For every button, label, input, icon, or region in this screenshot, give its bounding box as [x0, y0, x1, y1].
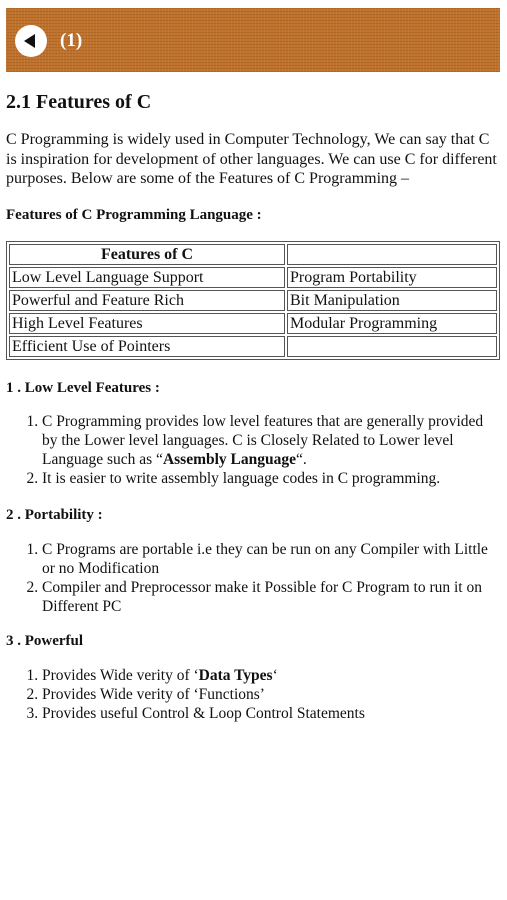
table-header-row [9, 244, 497, 265]
table-cell [287, 336, 497, 357]
table-header-cell [287, 244, 497, 265]
section-list [6, 412, 500, 488]
back-arrow-icon [24, 34, 35, 48]
list-item: 2. Compiler and Preprocessor make it Possible for C Program to run it on Different PC [42, 578, 500, 616]
table-row [9, 336, 497, 357]
table-row [9, 290, 497, 311]
intro-paragraph: C Programming is widely used in Computer Technology, We can say that C is inspiration for development of other languages. We can use C for different purposes. Below are some of the Features of C Programming – [6, 131, 497, 187]
table-header-cell: Features of C [9, 244, 285, 265]
table-cell: Modular Programming [287, 313, 497, 334]
list-item: 2. Provides Wide verity of ‘Functions’ [42, 685, 500, 704]
section-heading: 2 . Portability : [6, 507, 103, 523]
section-list [6, 666, 500, 723]
table-cell: Efficient Use of Pointers [9, 336, 285, 357]
features-heading: Features of C Programming Language : [6, 207, 262, 223]
list-item: 1. C Programs are portable i.e they can be run on any Compiler with Little or no Modification [42, 540, 500, 578]
list-item: 1. C Programming provides low level features that are generally provided by the Lower level languages. C is Closely Related to Lower level Language such as “Assembly Language“. [42, 412, 500, 469]
features-table [6, 241, 500, 360]
table-cell: High Level Features [9, 313, 285, 334]
table-cell: Low Level Language Support [9, 267, 285, 288]
table-cell: Bit Manipulation [287, 290, 497, 311]
back-button[interactable] [15, 25, 47, 57]
table-cell: Powerful and Feature Rich [9, 290, 285, 311]
section-heading: 3 . Powerful [6, 633, 84, 649]
page-title: 2.1 Features of C [6, 91, 152, 113]
table-row [9, 267, 497, 288]
list-item: 2. It is easier to write assembly language codes in C programming. [42, 469, 500, 488]
table-row [9, 313, 497, 334]
section-list [6, 540, 500, 616]
table-cell: Program Portability [287, 267, 497, 288]
list-item: 1. Provides Wide verity of ‘Data Types‘ [42, 666, 500, 685]
page-number: (1) [60, 30, 83, 51]
list-item: 3. Provides useful Control & Loop Control Statements [42, 704, 500, 723]
section-heading: 1 . Low Level Features : [6, 380, 160, 396]
